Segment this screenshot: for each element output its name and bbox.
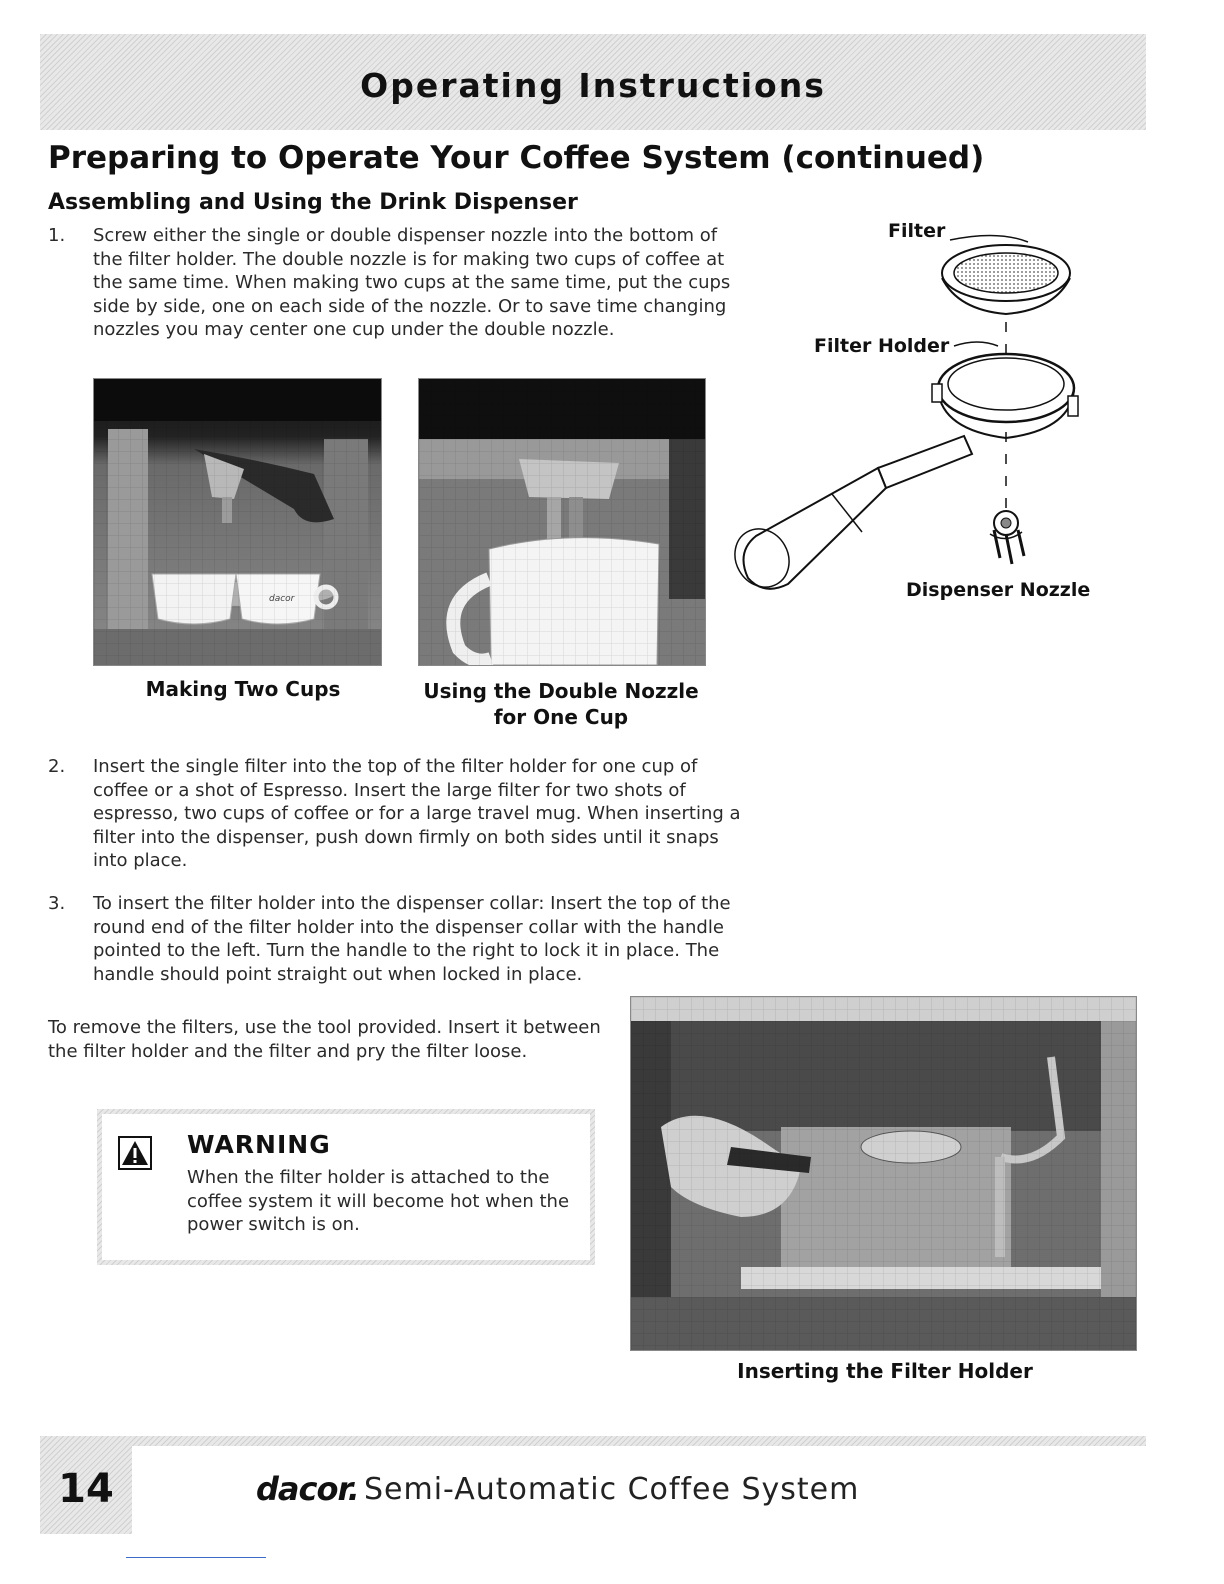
photo-inserting-graphic [631, 997, 1136, 1350]
photo-one-cup-graphic [419, 379, 705, 665]
footer-link-underline [126, 1557, 266, 1558]
warning-title: WARNING [187, 1130, 331, 1159]
step-text: To insert the filter holder into the dispenser collar: Insert the top of the round end of the filter holder into the dispenser collar with the handle pointed to the left. Turn the handle to the right to lock it in place. The handle should point straight out when locked in place. [93, 893, 731, 985]
filter-holder-ring [932, 354, 1078, 438]
warning-text: When the filter holder is attached to the coffee system it will become hot when the power switch is on. [187, 1167, 570, 1236]
page-header-title: Operating Instructions [360, 66, 826, 105]
footer-band [40, 1436, 1146, 1446]
page-number: 14 [58, 1466, 114, 1512]
brand-logo: dacor. [256, 1470, 359, 1508]
subsection-title: Assembling and Using the Drink Dispenser [48, 190, 578, 215]
filter-basket [942, 245, 1070, 314]
photo-inserting-filter-holder [630, 996, 1137, 1351]
step-number: 3. [48, 893, 66, 914]
photo-making-two-cups [93, 378, 382, 666]
photo-caption-two-cups: Making Two Cups [145, 677, 341, 701]
diagram-label-filter-holder: Filter Holder [814, 335, 950, 357]
filter-holder-handle [728, 436, 972, 597]
diagram-label-dispenser-nozzle: Dispenser Nozzle [906, 579, 1091, 601]
step-1 [48, 224, 748, 342]
filter-leader-line [950, 235, 1028, 242]
warning-box [97, 1109, 595, 1265]
footer-product-title: Semi-Automatic Coffee System [364, 1472, 860, 1507]
step-3 [48, 892, 748, 986]
diagram-label-filter: Filter [888, 220, 946, 242]
photo-double-nozzle-one-cup [418, 378, 706, 666]
photo-caption-one-cup: Using the Double Nozzle for One Cup [423, 679, 699, 729]
photo-two-cups-graphic [94, 379, 381, 665]
photo-caption-inserting: Inserting the Filter Holder [737, 1359, 1033, 1383]
dispenser-nozzle-part [990, 511, 1024, 564]
warning-triangle-icon [118, 1136, 152, 1170]
remove-filters-paragraph: To remove the filters, use the tool provided. Insert it between the filter holder and the filter and pry the filter loose. [48, 1017, 601, 1062]
step-text: Insert the single filter into the top of the filter holder for one cup of coffee or a shot of Espresso. Insert the large filter for two shots of espresso, two cups of coffee or for a large travel mug. When inserting a filter into the dispenser, push down firmly on both sides until it snaps into place. [93, 756, 741, 872]
step-text: Screw either the single or double dispenser nozzle into the bottom of the filter holder. The double nozzle is for making two cups of coffee at the same time. When making two cups at the same time, put the cups side by side, one on each side of the nozzle. Or to save time changing nozzles you may center one cup under the double nozzle. [93, 225, 731, 341]
step-2 [48, 755, 758, 873]
filter-holder-diagram [728, 218, 1091, 608]
warning-panel [102, 1114, 590, 1260]
section-title: Preparing to Operate Your Coffee System (continued) [48, 140, 985, 176]
step-number: 1. [48, 225, 66, 246]
step-number: 2. [48, 756, 66, 777]
